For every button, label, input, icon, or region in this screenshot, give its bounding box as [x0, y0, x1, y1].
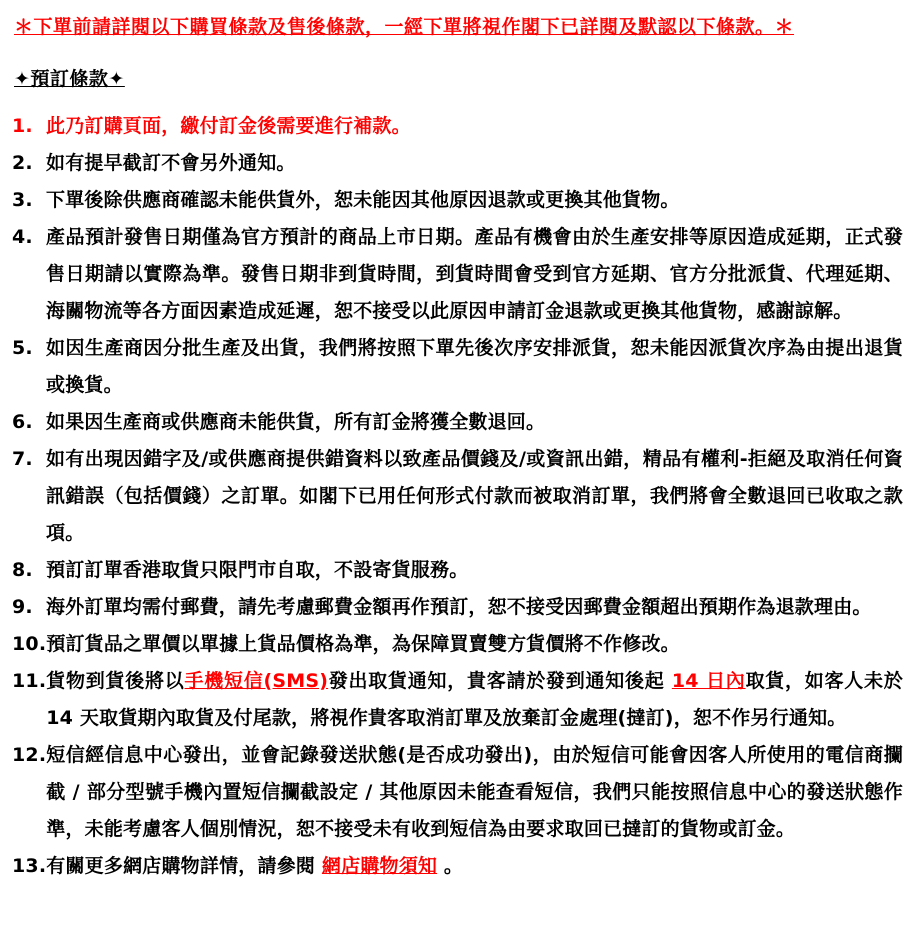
term-number: 10. — [12, 633, 47, 655]
term-number: 4. — [12, 226, 33, 248]
term-number: 11. — [12, 670, 47, 692]
term-item-12 — [12, 737, 903, 848]
term-item-3 — [12, 182, 903, 219]
term-text — [46, 589, 903, 626]
term-text — [46, 404, 903, 441]
term-item-6 — [12, 404, 903, 441]
term-segment: 產品預計發售日期僅為官方預計的商品上市日期。產品有機會由於生產安排等原因造成延期，正式發售日期請以實際為準。發售日期非到貨時間，到貨時間會受到官方延期、官方分批派貨、代理延期、海關物流等各方面因素造成延遲，恕不接受以此原因申請訂金退款或更換其他貨物，感謝諒解。 — [46, 226, 903, 322]
term-text — [46, 441, 903, 552]
term-number: 9. — [12, 596, 33, 618]
link-store-shopping-notice[interactable]: 網店購物須知 — [321, 855, 438, 877]
term-segment: 如有提早截訂不會另外通知。 — [46, 152, 296, 174]
term-text — [46, 108, 903, 145]
term-text — [46, 330, 903, 404]
terms-list — [12, 108, 903, 885]
term-number: 1. — [12, 115, 33, 137]
term-segment: 短信經信息中心發出，並會記錄發送狀態(是否成功發出)，由於短信可能會因客人所使用的電信商攔截 / 部分型號手機內置短信攔截設定 / 其他原因未能查看短信，我們只能按照信息中心的發送狀態作準，未能考慮客人個別情況，恕不接受未有收到短信為由要求取回已撻訂的貨物或訂金。 — [46, 744, 903, 840]
term-segment: 貨物到貨後將以 — [46, 670, 185, 692]
term-text — [46, 737, 903, 848]
highlight-text: 14 日內 — [671, 670, 746, 692]
term-segment: 取貨，如客人未於 14 天取貨期內取貨及付尾款，將視作貴客取消訂單及放棄訂金處理(撻訂)，恕不作另行通知。 — [46, 670, 904, 729]
term-number: 2. — [12, 152, 33, 174]
term-number: 7. — [12, 448, 33, 470]
term-number: 8. — [12, 559, 33, 581]
term-number: 12. — [12, 744, 47, 766]
term-item-8 — [12, 552, 903, 589]
term-item-1 — [12, 108, 903, 145]
term-text — [46, 182, 903, 219]
term-text — [46, 663, 903, 737]
term-segment: 如果因生產商或供應商未能供貨，所有訂金將獲全數退回。 — [46, 411, 546, 433]
term-number: 3. — [12, 189, 33, 211]
term-item-4 — [12, 219, 903, 330]
term-segment: 。 — [437, 855, 464, 877]
term-text — [46, 145, 903, 182]
term-item-7 — [12, 441, 903, 552]
term-segment: 如有出現因錯字及/或供應商提供錯資料以致產品價錢及/或資訊出錯，精品有權利-拒絕及取消任何資訊錯誤（包括價錢）之訂單。如閣下已用任何形式付款而被取消訂單，我們將會全數退回已收取之款項。 — [46, 448, 903, 544]
term-segment: 下單後除供應商確認未能供貨外，恕未能因其他原因退款或更換其他貨物。 — [46, 189, 680, 211]
term-item-13 — [12, 848, 903, 885]
term-segment: 預訂訂單香港取貨只限門市自取，不設寄貨服務。 — [46, 559, 469, 581]
term-segment: 海外訂單均需付郵費，請先考慮郵費金額再作預訂，恕不接受因郵費金額超出預期作為退款理由。 — [46, 596, 872, 618]
highlight-text: 手機短信(SMS) — [184, 670, 329, 692]
term-item-9 — [12, 589, 903, 626]
term-text — [46, 848, 903, 885]
term-item-10 — [12, 626, 903, 663]
term-item-5 — [12, 330, 903, 404]
term-text — [46, 552, 903, 589]
term-number: 13. — [12, 855, 47, 877]
term-text — [46, 219, 903, 330]
term-item-11 — [12, 663, 903, 737]
term-number: 5. — [12, 337, 33, 359]
term-segment: 此乃訂購頁面，繳付訂金後需要進行補款。 — [46, 115, 411, 137]
page-title: ＊下單前請詳閱以下購買條款及售後條款，一經下單將視作閣下已詳閱及默認以下條款。＊ — [14, 16, 795, 38]
section-header-preorder-terms: ✦預訂條款✦ — [14, 68, 125, 90]
term-segment: 有關更多網店購物詳情，請參閱 — [46, 855, 322, 877]
term-text — [46, 626, 903, 663]
term-segment: 預訂貨品之單價以單據上貨品價格為準，為保障買賣雙方貨價將不作修改。 — [46, 633, 680, 655]
term-segment: 發出取貨通知，貴客請於發到通知後起 — [328, 670, 672, 692]
term-number: 6. — [12, 411, 33, 433]
term-item-2 — [12, 145, 903, 182]
term-segment: 如因生產商因分批生產及出貨，我們將按照下單先後次序安排派貨，恕未能因派貨次序為由提出退貨或換貨。 — [46, 337, 903, 396]
